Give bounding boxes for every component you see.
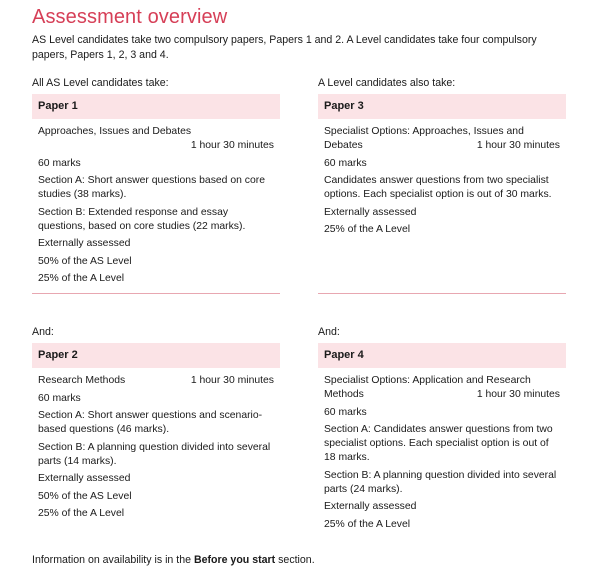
paper-2-panel <box>32 343 280 521</box>
before-you-start-ref: Before you start <box>193 554 276 566</box>
paper-2-header: Paper 2 <box>32 343 280 368</box>
availability-note-start: Information on availability is in the <box>32 554 194 566</box>
paper-3-rule <box>318 293 566 294</box>
availability-note <box>32 554 315 566</box>
paper-3-duration: 1 hour 30 minutes <box>476 140 560 151</box>
paper-1-section-a: Section A: Short answer questions based on core studies (38 marks). <box>38 175 266 200</box>
paper-3-marks: 60 marks <box>324 157 367 169</box>
paper-2-duration: 1 hour 30 minutes <box>190 375 274 386</box>
right-column-heading: A Level candidates also take: <box>318 77 456 89</box>
paper-4-section-a: Section A: Candidates answer questions from two specialist options. Each specialist option is out of 18 marks. <box>324 424 553 463</box>
paper-4-header: Paper 4 <box>318 343 566 368</box>
paper-3-body <box>318 119 566 237</box>
and-right: And: <box>318 326 340 338</box>
paper-1-rule <box>32 293 280 294</box>
paper-3-panel <box>318 94 566 237</box>
paper-1-assessment: Externally assessed <box>38 238 131 249</box>
paper-1-duration: 1 hour 30 minutes <box>190 140 274 151</box>
paper-3-a-weight: 25% of the A Level <box>324 224 411 235</box>
paper-2-section-b: Section B: A planning question divided into several parts (14 marks). <box>38 441 271 467</box>
paper-4-marks: 60 marks <box>324 406 367 418</box>
paper-2-a-weight: 25% of the A Level <box>38 508 125 519</box>
paper-1-panel <box>32 94 280 286</box>
paper-4-section-b: Section B: A planning question divided into several parts (24 marks). <box>324 469 557 495</box>
paper-2-title-row <box>38 374 274 388</box>
paper-4-body <box>318 368 566 532</box>
paper-3-assessment: Externally assessed <box>324 206 417 218</box>
paper-2-marks: 60 marks <box>38 392 81 404</box>
availability-note-end: section. <box>275 554 315 566</box>
paper-4-component: Specialist Options: Application and Research Methods <box>324 375 531 400</box>
paper-3-options: Candidates answer questions from two specialist options. Each specialist option is out of 30 marks. <box>324 175 552 200</box>
paper-2-section-a: Section A: Short answer questions and scenario-based questions (46 marks). <box>38 410 263 435</box>
paper-1-as-weight: 50% of the AS Level <box>38 255 132 267</box>
paper-4-assessment: Externally assessed <box>324 501 417 512</box>
paper-2-body <box>32 368 280 521</box>
paper-4-panel <box>318 343 566 532</box>
paper-2-as-weight: 50% of the AS Level <box>38 490 132 502</box>
page-title: Assessment overview <box>32 6 228 28</box>
intro-paragraph: AS Level candidates take two compulsory papers, Papers 1 and 2. A Level candidates take four compulsory papers, Papers 1, 2, 3 and 4. <box>32 34 537 61</box>
paper-2-assessment: Externally assessed <box>38 473 131 484</box>
paper-4-duration: 1 hour 30 minutes <box>476 389 560 400</box>
and-left: And: <box>32 326 54 338</box>
paper-2-component: Research Methods <box>38 375 126 386</box>
paper-4-a-weight: 25% of the A Level <box>324 518 411 530</box>
paper-3-component: Specialist Options: Approaches, Issues and Debates <box>324 126 524 151</box>
paper-1-section-b: Section B: Extended response and essay questions, based on core studies (22 marks). <box>38 206 246 232</box>
paper-3-header: Paper 3 <box>318 94 566 119</box>
paper-1-component: Approaches, Issues and Debates <box>38 126 192 137</box>
paper-1-marks: 60 marks <box>38 157 81 169</box>
paper-1-header: Paper 1 <box>32 94 280 119</box>
paper-1-a-weight: 25% of the A Level <box>38 273 125 284</box>
left-column-heading: All AS Level candidates take: <box>32 77 169 89</box>
paper-1-body <box>32 119 280 286</box>
